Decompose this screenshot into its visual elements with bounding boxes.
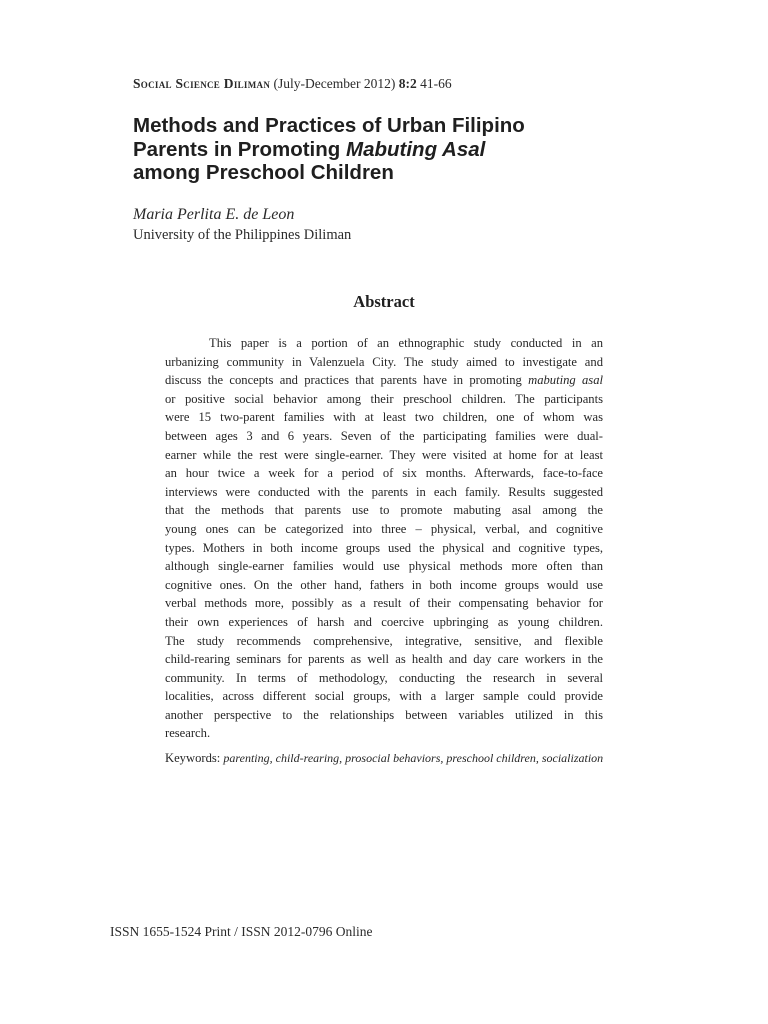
abstract-line: community. In terms of methodology, conducting the research in several [165, 670, 603, 685]
abstract-line: localities, across different social groups, with a larger sample could provide [165, 689, 603, 704]
title-line-2-text: Parents in Promoting [133, 137, 346, 161]
journal-issue-date: (July-December 2012) [270, 76, 399, 91]
title-line-3: among Preschool Children [133, 161, 394, 184]
journal-name: Social Science Diliman [133, 76, 271, 91]
abstract-line: between ages 3 and 6 years. Seven of the participating families were dual- [165, 428, 603, 443]
title-line-2 [133, 138, 633, 162]
title-line-1: Methods and Practices of Urban Filipino [133, 114, 525, 137]
keywords-list: parenting, child-rearing, prosocial behaviors, preschool children, socialization [223, 751, 604, 765]
journal-citation [133, 76, 452, 92]
abstract-line: their own experiences of harsh and coercive upbringing as young children. [165, 614, 603, 629]
abstract-line: This paper is a portion of an ethnographic study conducted in an [209, 336, 603, 350]
journal-volume: 8:2 [398, 76, 417, 91]
abstract-line: verbal methods more, possibly as a result of their compensating behavior for [165, 596, 603, 611]
issn-footer: ISSN 1655-1524 Print / ISSN 2012-0796 Online [110, 924, 373, 939]
abstract-line: child-rearing seminars for parents as well as health and day care workers in the [165, 652, 603, 667]
abstract-line: although single-earner families would use physical methods more often than [165, 559, 603, 574]
abstract-line: earner while the rest were single-earner. They were visited at home for at least [165, 447, 603, 462]
abstract-italic-term: mabuting asal [528, 373, 603, 388]
abstract-line: an hour twice a week for a period of six months. Afterwards, face-to-face [165, 466, 603, 481]
title-italic-term: Mabuting Asal [346, 137, 486, 161]
abstract-line [165, 371, 603, 390]
abstract-line: were 15 two-parent families with at least two children, one of whom was [165, 410, 603, 425]
abstract-line: research. [165, 726, 211, 741]
keywords [165, 751, 603, 766]
paper-title [133, 114, 633, 185]
abstract-line: urbanizing community in Valenzuela City. The study aimed to investigate and [165, 354, 603, 369]
abstract-line: cognitive ones. On the other hand, fathers in both income groups would use [165, 577, 603, 592]
author-affiliation: University of the Philippines Diliman [133, 227, 352, 243]
abstract-body [165, 334, 603, 743]
abstract-line: interviews were conducted with the parents in each family. Results suggested [165, 484, 603, 499]
abstract-line: young ones can be categorized into three – physical, verbal, and cognitive [165, 521, 603, 536]
abstract-line-text: discuss the concepts and practices that parents have in promoting [165, 373, 529, 388]
abstract-line: or positive social behavior among their preschool children. The participants [165, 391, 603, 406]
abstract-line: types. Mothers in both income groups used the physical and cognitive types, [165, 540, 603, 555]
keywords-label: Keywords: [165, 751, 224, 765]
abstract-line: another perspective to the relationships between variables utilized in this [165, 707, 603, 722]
abstract-heading: Abstract [353, 292, 415, 311]
journal-pages: 41-66 [416, 76, 452, 91]
abstract-line: that the methods that parents use to promote mabuting asal among the [165, 503, 603, 518]
abstract-line: The study recommends comprehensive, integrative, sensitive, and flexible [165, 633, 603, 648]
author-name: Maria Perlita E. de Leon [133, 206, 295, 223]
